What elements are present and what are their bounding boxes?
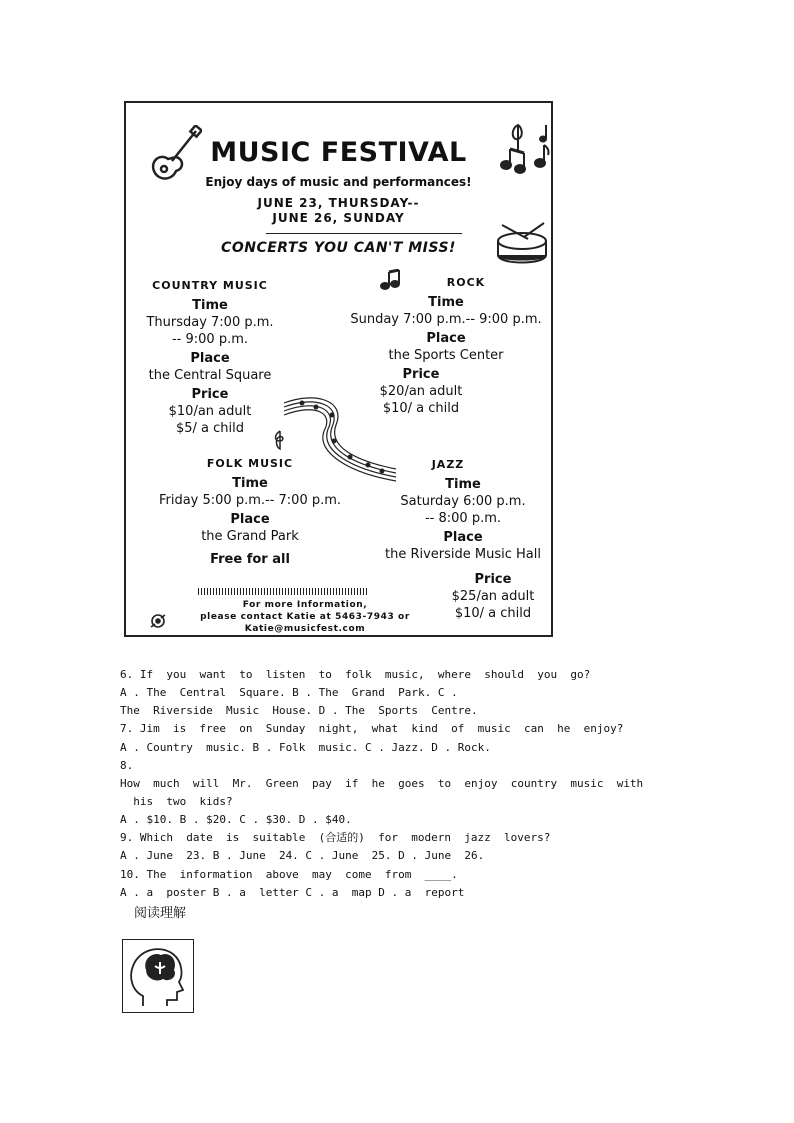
folk-time: Friday 5:00 p.m.-- 7:00 p.m.: [158, 493, 342, 508]
country-price-adult: $10/an adult: [168, 404, 252, 419]
jazz-time-label: Time: [445, 477, 481, 492]
rock-place-label: Place: [426, 331, 466, 346]
jazz-heading: JAZZ: [431, 458, 465, 471]
folk-place: the Grand Park: [201, 529, 299, 544]
jazz-price-adult: $25/an adult: [451, 589, 535, 604]
poster-date-start: JUNE 23, THURSDAY--: [257, 196, 420, 210]
rock-time-label: Time: [428, 295, 464, 310]
barcode-strip: [198, 588, 368, 595]
jazz-place: the Riverside Music Hall: [385, 547, 541, 562]
question-8-cont: his two kids?: [120, 795, 233, 808]
question-6-options-a: A . The Central Square. B . The Grand Park. C .: [120, 686, 458, 699]
festival-poster: [124, 101, 553, 637]
country-place-label: Place: [190, 351, 230, 366]
reading-icon-box: [122, 939, 194, 1013]
rock-heading: ROCK: [446, 276, 486, 289]
country-time-1: Thursday 7:00 p.m.: [146, 315, 274, 330]
country-music-section: [134, 279, 286, 437]
country-time-label: Time: [192, 298, 228, 313]
folk-time-label: Time: [232, 476, 268, 491]
contact-info: [170, 599, 440, 635]
rock-time: Sunday 7:00 p.m.-- 9:00 p.m.: [350, 312, 542, 327]
poster-title: MUSIC FESTIVAL: [210, 137, 467, 168]
question-6: 6. If you want to listen to folk music, where should you go?: [120, 668, 591, 681]
question-10: 10. The information above may come from ____.: [120, 868, 458, 881]
question-8-number: 8.: [120, 759, 134, 772]
rock-price-adult: $20/an adult: [379, 384, 463, 399]
question-6-options-b: The Riverside Music House. D . The Sports Centre.: [120, 704, 478, 717]
jazz-price-child: $10/ a child: [454, 606, 532, 621]
jazz-time-2: -- 8:00 p.m.: [424, 511, 502, 526]
question-8: How much will Mr. Green pay if he goes to enjoy country music with: [120, 777, 644, 790]
folk-music-heading: FOLK MUSIC: [206, 457, 294, 470]
contact-icon: [148, 611, 168, 631]
question-10-options: A . a poster B . a letter C . a map D . a report: [120, 886, 465, 899]
rock-price-child: $10/ a child: [382, 401, 460, 416]
rock-price-label: Price: [402, 367, 440, 382]
question-7: 7. Jim is free on Sunday night, what kind of music can he enjoy?: [120, 722, 624, 735]
question-8-options: A . $10. B . $20. C . $30. D . $40.: [120, 813, 352, 826]
folk-music-section: [144, 457, 356, 568]
poster-date-end: JUNE 26, SUNDAY: [272, 211, 405, 225]
concerts-tagline: CONCERTS YOU CAN'T MISS!: [221, 240, 456, 256]
treble-clef-icon: [272, 429, 286, 451]
jazz-section: [374, 458, 552, 622]
poster-subtitle: Enjoy days of music and performances!: [205, 175, 472, 189]
info-line-3: Katie@musicfest.com: [244, 624, 366, 634]
country-price-child: $5/ a child: [175, 421, 244, 436]
title-divider: [266, 233, 462, 234]
jazz-price-label: Price: [474, 572, 512, 587]
folk-place-label: Place: [230, 512, 270, 527]
folk-free: Free for all: [210, 552, 290, 567]
jazz-place-label: Place: [443, 530, 483, 545]
question-7-options: A . Country music. B . Folk music. C . Jazz. D . Rock.: [120, 741, 491, 754]
question-9: 9. Which date is suitable (合适的) for modern jazz lovers?: [120, 831, 551, 844]
country-price-label: Price: [191, 387, 229, 402]
section-caption: 阅读理解: [134, 906, 187, 921]
info-line-2: please contact Katie at 5463-7943 or: [200, 612, 410, 622]
music-notes-icon: [500, 119, 552, 181]
jazz-time-1: Saturday 6:00 p.m.: [400, 494, 526, 509]
country-music-heading: COUNTRY MUSIC: [152, 279, 268, 292]
info-line-1: For more Information,: [242, 600, 368, 610]
rock-place: the Sports Center: [388, 348, 504, 363]
head-brain-icon: [123, 940, 192, 1011]
question-9-options: A . June 23. B . June 24. C . June 25. D . June 26.: [120, 849, 485, 862]
country-time-2: -- 9:00 p.m.: [171, 332, 249, 347]
country-place: the Central Square: [148, 368, 272, 383]
drum-icon: [494, 221, 550, 267]
